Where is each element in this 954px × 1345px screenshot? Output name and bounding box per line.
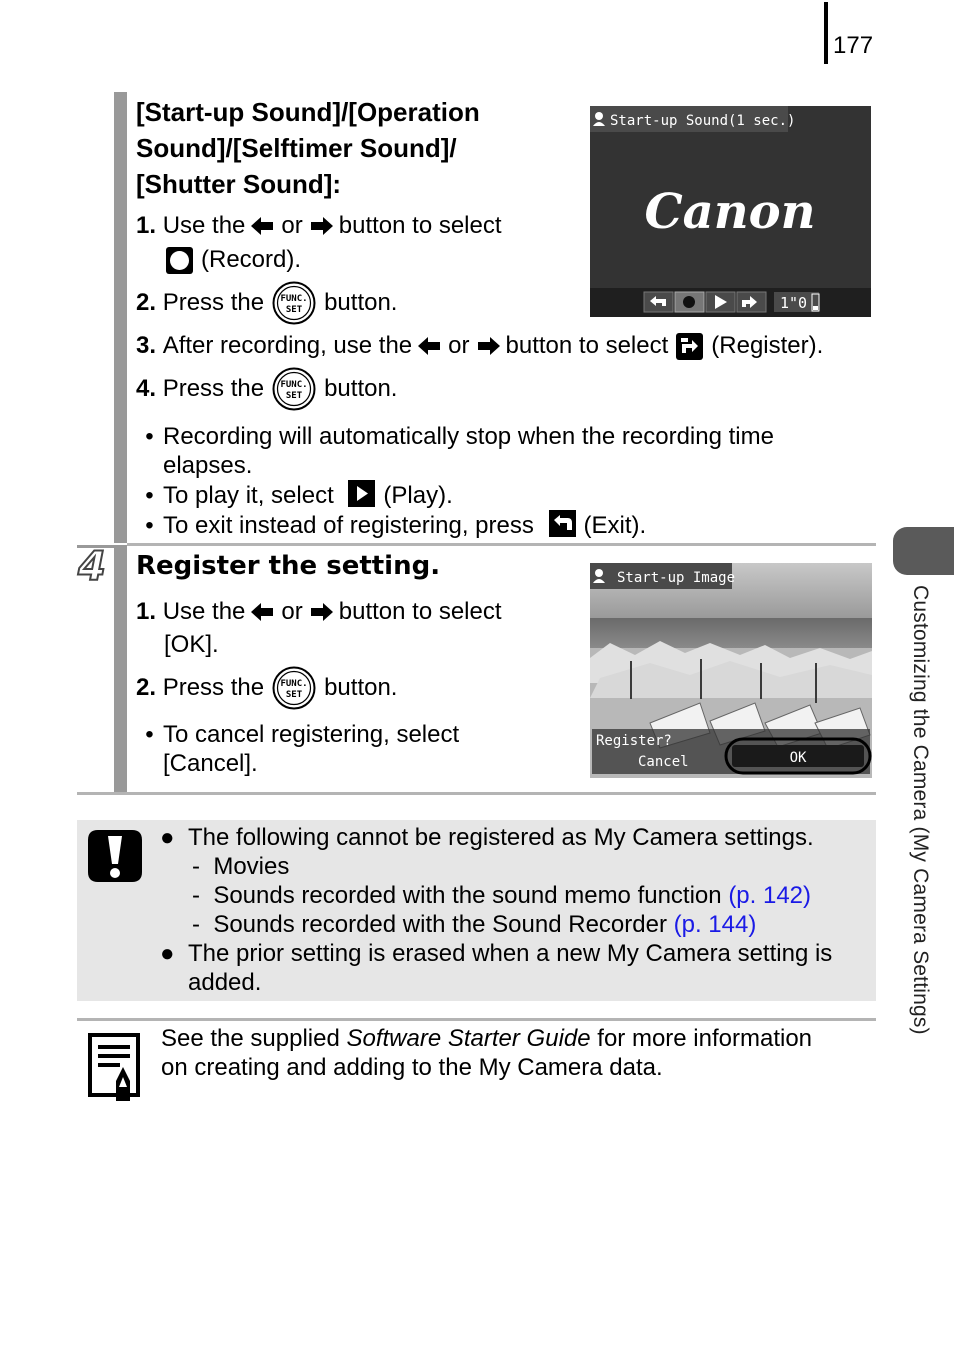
instruction-step-1-cont [166,243,301,277]
bullet-text: elapses. [163,452,253,479]
step-text: button. [324,674,398,701]
step-text: Press the [162,375,265,402]
register-icon [676,333,703,360]
caution-text: Movies [213,853,290,880]
subsection-heading [136,94,556,202]
step-text: [OK]. [164,631,219,658]
caution-text: The following cannot be registered as My Camera settings. [188,824,814,851]
register-prompt: Register? [596,733,672,749]
camera-screen-sound [590,106,871,317]
divider [77,1018,876,1021]
step-number: 1. [136,598,157,625]
caution-text: Sounds recorded with the Sound Recorder [213,911,667,938]
step-number: 4. [136,375,157,402]
register-step-1 [136,595,502,629]
cancel-option: Cancel [638,754,689,770]
caution-icon [86,828,144,884]
info-text: on creating and adding to the My Camera data. [161,1054,663,1081]
recording-time: 1"0 [780,294,808,312]
memo-icon [88,1033,142,1103]
bullet-icon: ● [160,940,175,967]
func-set-button-icon [272,281,316,325]
play-icon [348,480,375,507]
instruction-step-2 [136,286,397,320]
bullet-icon: ● [160,824,175,851]
info-line [161,1024,812,1053]
step-text: or [448,332,470,359]
step-number: 2. [136,289,157,316]
caution-subitem: - Sounds recorded with the sound memo function (p. 142) [192,882,812,909]
camera-screen-register [590,563,872,778]
bullet-text: [Cancel]. [163,750,258,777]
step-text: Press the [162,674,265,701]
caution-subitem: - Sounds recorded with the Sound Recorder (p. 144) [192,911,757,938]
caution-item [160,823,832,852]
page-link-142[interactable]: (p. 142) [728,882,812,909]
register-step-2 [136,671,397,705]
step-text: Use the [162,598,246,625]
camera-screen-graphic [590,106,871,317]
caution-item-cont [160,968,832,997]
step-number: 1. [136,212,157,239]
caution-text: Sounds recorded with the sound memo function [213,882,722,909]
caution-item [160,939,832,968]
step-text: button. [324,289,398,316]
bullet-text: (Play). [383,482,453,509]
step-text: After recording, use the [162,332,413,359]
caution-text: added. [188,969,262,996]
step-text: button. [324,375,398,402]
bullet-item-cont [136,451,774,480]
bullet-text: To exit instead of registering, press [163,512,534,539]
step-text: Press the [162,289,265,316]
divider [77,792,876,795]
left-arrow-icon [249,602,277,622]
heading-line: [Start-up Sound]/[Operation [136,97,480,127]
canon-logo: Canon [644,184,816,240]
page-link-144[interactable]: (p. 144) [673,911,757,938]
left-arrow-icon [416,336,444,356]
right-arrow-icon [307,216,335,236]
info-text: for more information [597,1025,813,1052]
right-arrow-icon [307,602,335,622]
step4-bar [114,547,127,793]
page-rule [824,2,828,64]
step-number: 3. [136,332,157,359]
divider [127,543,876,546]
bullet-list [136,422,774,540]
instruction-step-3 [136,329,823,363]
bullet-text: To cancel registering, select [163,721,460,748]
chapter-label: Customizing the Camera (My Camera Settings) [909,585,932,1035]
step-text: or [281,598,303,625]
ok-label: OK [789,750,807,766]
bullet-item: • To cancel registering, select [145,721,460,748]
step-text: button to select [505,332,669,359]
bullet-item: • To exit instead of registering, press (Exit). [145,512,647,539]
record-icon [166,247,193,274]
right-arrow-icon [474,336,502,356]
beach-photo [590,563,872,778]
exit-icon [549,510,576,537]
heading-line: Sound]/[Selftimer Sound]/ [136,133,457,163]
bullet-item: • Recording will automatically stop when the recording time [145,423,774,450]
func-set-button-icon [272,666,316,710]
heading-line: [Shutter Sound]: [136,169,342,199]
step-number: 2. [136,674,157,701]
section-bar [114,92,127,543]
info-text: See the supplied [161,1025,340,1052]
screen-title: Start-up Image [617,570,736,586]
bullet-list [136,720,459,778]
caution-list [160,823,832,997]
chapter-tab [893,527,954,575]
instruction-step-1 [136,209,502,243]
info-note [161,1024,812,1082]
step-text: (Record). [201,246,302,273]
bullet-text: To play it, select [163,482,334,509]
instruction-step-4 [136,372,397,406]
page-number: 177 [833,32,874,59]
register-step-1-cont [164,628,219,662]
step-text: (Register). [711,332,824,359]
step-text: Use the [162,212,246,239]
bullet-item-cont [136,749,459,778]
caution-subitem: - Movies [192,853,290,880]
info-line [161,1053,812,1082]
bullet-text: Recording will automatically stop when the recording time [163,423,774,450]
step4-heading: Register the setting. [136,551,441,581]
step-text: button to select [338,598,502,625]
step-number-4: 4 [78,544,106,590]
guide-title: Software Starter Guide [346,1025,591,1052]
step-text: or [281,212,303,239]
caution-text: The prior setting is erased when a new My Camera setting is [188,940,833,967]
screen-title: Start-up Sound(1 sec.) [610,113,796,129]
func-set-button-icon [272,367,316,411]
left-arrow-icon [249,216,277,236]
bullet-text: (Exit). [583,512,647,539]
bullet-item: • To play it, select (Play). [145,482,453,509]
step-text: button to select [338,212,502,239]
